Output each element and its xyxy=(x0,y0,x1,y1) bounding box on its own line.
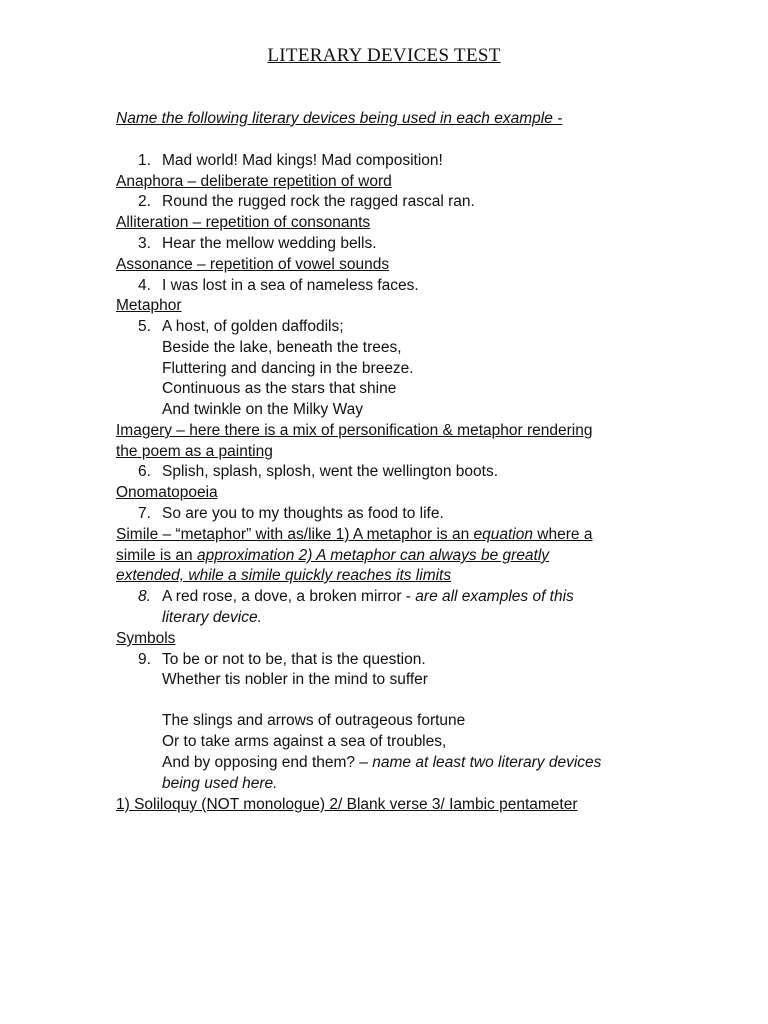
answer-7-line-2 xyxy=(116,546,549,566)
answer-8: Symbols xyxy=(116,630,176,647)
question-8-line-1 xyxy=(162,587,574,607)
question-9-line: The slings and arrows of outrageous fortune xyxy=(162,712,466,729)
page-title: LITERARY DEVICES TEST xyxy=(267,45,501,66)
question-6-number: 6. xyxy=(138,463,151,480)
question-9-line: To be or not to be, that is the question. xyxy=(162,651,426,668)
question-3-number: 3. xyxy=(138,235,151,252)
question-5-number: 5. xyxy=(138,318,151,335)
answer-4: Metaphor xyxy=(116,297,182,314)
question-6-text: Splish, splash, splosh, went the wellington boots. xyxy=(162,463,499,480)
question-8-number: 8. xyxy=(138,588,151,605)
answer-5-line-1: Imagery – here there is a mix of personification & metaphor rendering xyxy=(116,422,593,439)
question-9-text: And by opposing end them? – xyxy=(162,754,373,771)
question-7-text: So are you to my thoughts as food to life. xyxy=(162,505,444,522)
question-9-italic: name at least two literary devices xyxy=(372,754,602,771)
answer-7-text: Simile – “metaphor” with as/like 1) A metaphor is an xyxy=(116,526,474,543)
answer-7-line-1 xyxy=(116,525,592,545)
question-8-line-2: literary device. xyxy=(162,609,262,626)
question-4-number: 4. xyxy=(138,277,151,294)
instruction: Name the following literary devices being used in each example - xyxy=(116,110,563,127)
question-1-text: Mad world! Mad kings! Mad composition! xyxy=(162,152,443,169)
question-5-line: Beside the lake, beneath the trees, xyxy=(162,339,402,356)
answer-7-text: where a xyxy=(533,526,593,543)
question-9-line: Or to take arms against a sea of troubles, xyxy=(162,733,447,750)
question-9-line: Whether tis nobler in the mind to suffer xyxy=(162,671,428,688)
answer-7-text: simile is an xyxy=(116,547,197,564)
answer-7-line-3: extended, while a simile quickly reaches its limits xyxy=(116,567,452,584)
question-5-line: And twinkle on the Milky Way xyxy=(162,401,364,418)
question-9-italic-line: being used here. xyxy=(162,775,278,792)
question-7-number: 7. xyxy=(138,505,151,522)
question-9-last-line xyxy=(162,753,601,773)
question-8-italic: are all examples of this xyxy=(415,588,574,605)
question-2-text: Round the rugged rock the ragged rascal ran. xyxy=(162,193,475,210)
question-4-text: I was lost in a sea of nameless faces. xyxy=(162,277,419,294)
answer-6: Onomatopoeia xyxy=(116,484,218,501)
question-2-number: 2. xyxy=(138,193,151,210)
question-1-number: 1. xyxy=(138,152,151,169)
answer-1: Anaphora – deliberate repetition of word xyxy=(116,173,392,190)
question-9-number: 9. xyxy=(138,651,151,668)
question-8-text: A red rose, a dove, a broken mirror - xyxy=(162,588,416,605)
answer-7-italic: approximation 2) A metaphor can always be greatly xyxy=(196,547,550,564)
answer-7-italic: equation xyxy=(473,526,533,543)
question-5-line: Continuous as the stars that shine xyxy=(162,380,397,397)
question-3-text: Hear the mellow wedding bells. xyxy=(162,235,377,252)
question-5-line: A host, of golden daffodils; xyxy=(162,318,344,335)
answer-2: Alliteration – repetition of consonants xyxy=(116,214,371,231)
answer-5-line-2: the poem as a painting xyxy=(116,443,273,460)
answer-3: Assonance – repetition of vowel sounds xyxy=(116,256,390,273)
question-5-line: Fluttering and dancing in the breeze. xyxy=(162,360,414,377)
answer-9: 1) Soliloquy (NOT monologue) 2/ Blank verse 3/ Iambic pentameter xyxy=(116,796,578,813)
